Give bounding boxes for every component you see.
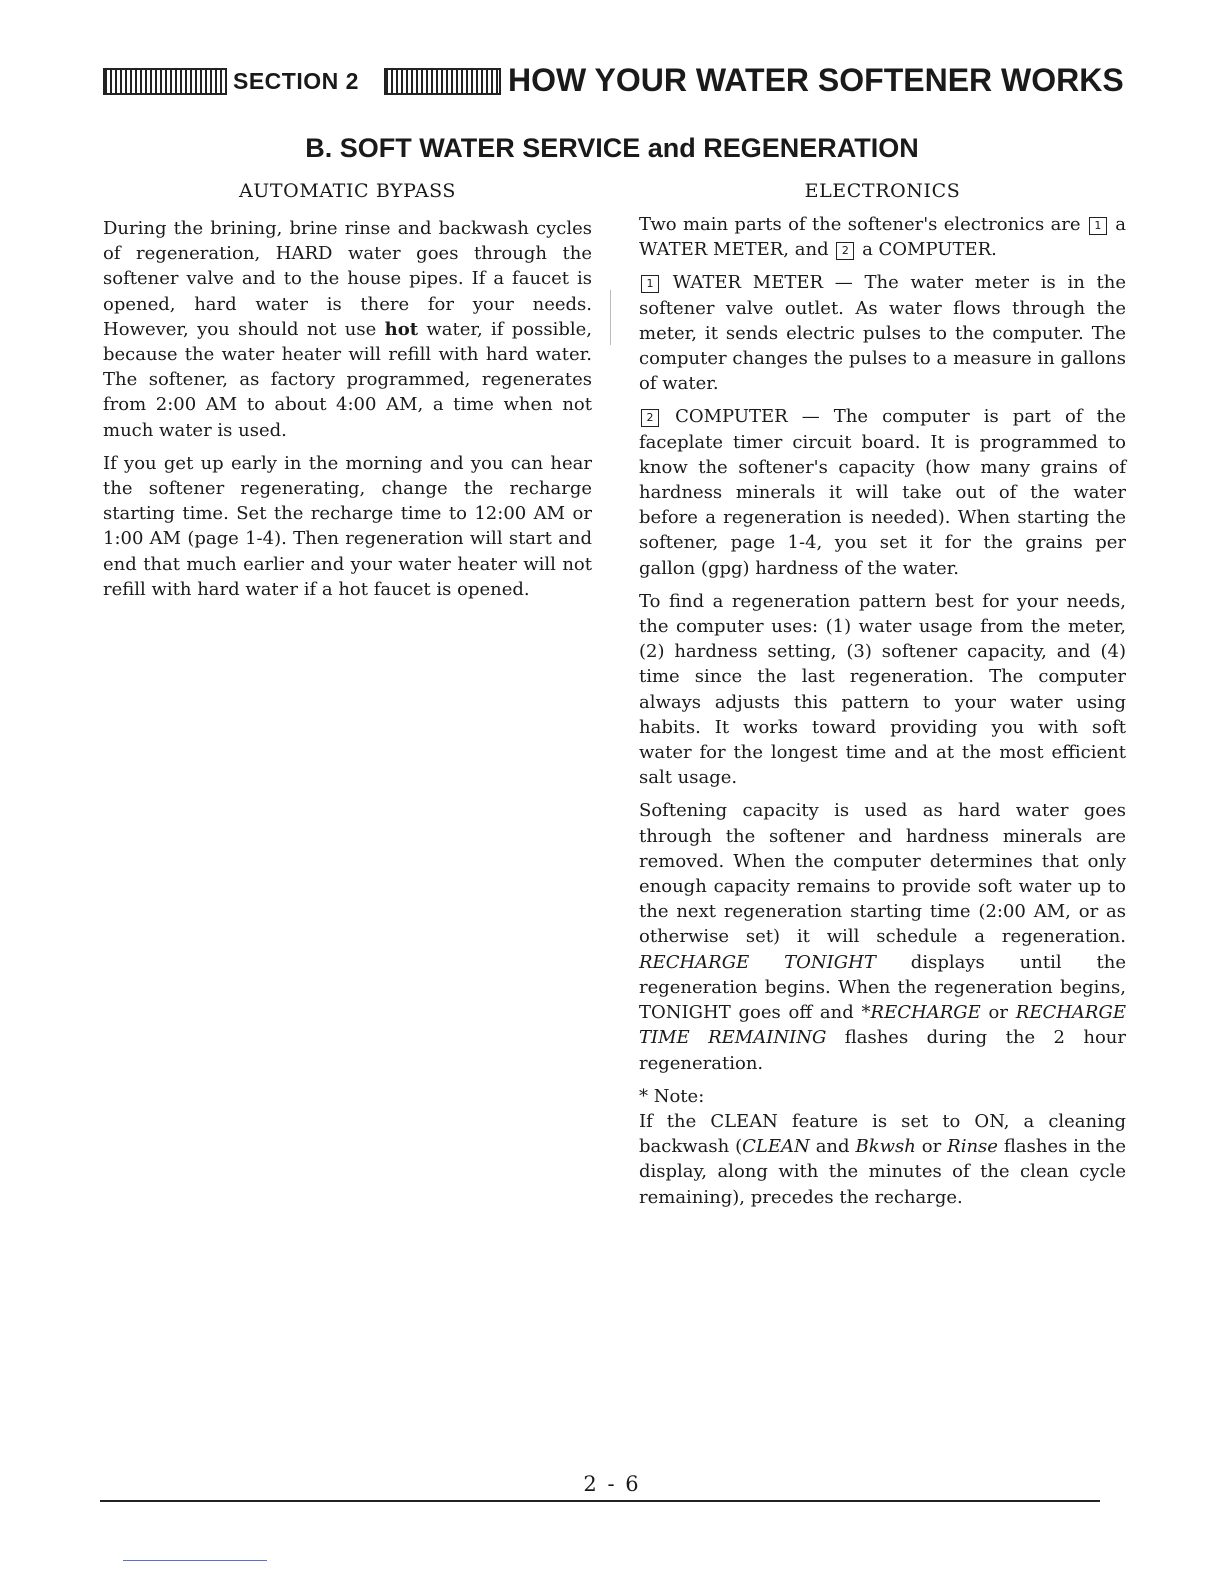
callout-2-icon: 2 [641,409,659,427]
section-banner [103,60,1123,110]
computer-paragraph: 2 COMPUTER — The computer is part of the faceplate timer circuit board. It is programmed to know the softener's capacity (how many grains of hardness minerals it will take out of the water before a regeneration is needed). When starting the softener, page 1-4, you set it for the grains per gallon (gpg) hardness of the water. [639,406,1126,579]
capacity-paragraph: Softening capacity is used as hard water goes through the softener and hardness minerals are removed. When the computer determines that only enough capacity remains to provide soft water up to the next regeneration starting time (2:00 AM, or as otherwise set) it will schedule a regeneration. RECHARGE TONIGHT displays until the regeneration begins. When the regeneration begins, TONIGHT goes off and *RECHARGE or RECHARGE TIME REMAINING flashes during the 2 hour regeneration. [639,800,1126,1074]
left-column [103,216,592,610]
automatic-bypass-heading: AUTOMATIC BYPASS [238,180,457,202]
water-meter-paragraph: 1 WATER METER — The water meter is in the softener valve outlet. As water flows through the meter, it sends electric pulses to the computer. The computer changes the pulses to a measure in gallons of water. [639,272,1126,395]
electronics-intro: Two main parts of the softener's electronics are 1 a WATER METER, and 2 a COMPUTER. [639,214,1126,261]
note-label: * Note: [639,1085,705,1107]
page-title: HOW YOUR WATER SOFTENER WORKS [508,62,1124,98]
right-column [639,212,1126,1218]
callout-2-icon: 2 [836,242,854,260]
electronics-heading: ELECTRONICS [804,180,961,202]
page-number: 2 - 6 [583,1472,641,1496]
bypass-paragraph-2: If you get up early in the morning and you can hear the softener regenerating, change the recharge starting time. Set the recharge time to 12:00 AM or 1:00 AM (page 1-4). Then regeneration will start and end that much earlier and your water heater will not refill with hard water if a hot faucet is opened. [103,452,592,600]
section-label: SECTION 2 [233,68,359,94]
scan-mark [610,290,611,345]
callout-1-icon: 1 [1089,217,1107,235]
pattern-paragraph: To find a regeneration pattern best for your needs, the computer uses: (1) water usage from the meter, (2) hardness setting, (3) softener capacity, and (4) time since the last regeneration. The computer always adjusts this pattern to your water using habits. It works toward providing you with soft water for the longest time and at the most efficient salt usage. [639,590,1126,789]
note-paragraph: If the CLEAN feature is set to ON, a cleaning backwash (CLEAN and Bkwsh or Rinse flashes in the display, along with the minutes of the clean cycle remaining), precedes the recharge. [639,1110,1127,1208]
hatch-bar-left [103,68,227,95]
footer-rule [100,1500,1100,1502]
section-subtitle: B. SOFT WATER SERVICE and REGENERATION [305,133,919,163]
hatch-bar-middle [384,68,501,95]
callout-1-icon: 1 [641,275,659,293]
scan-artifact-line [123,1560,267,1561]
bypass-paragraph-1: During the brining, brine rinse and backwash cycles of regeneration, HARD water goes through the softener valve and to the house pipes. If a faucet is opened, hard water is there for your needs. However, you should not use hot water, if possible, because the water heater will refill with hard water. The softener, as factory programmed, regenerates from 2:00 AM to about 4:00 AM, a time when not much water is used. [103,218,593,441]
